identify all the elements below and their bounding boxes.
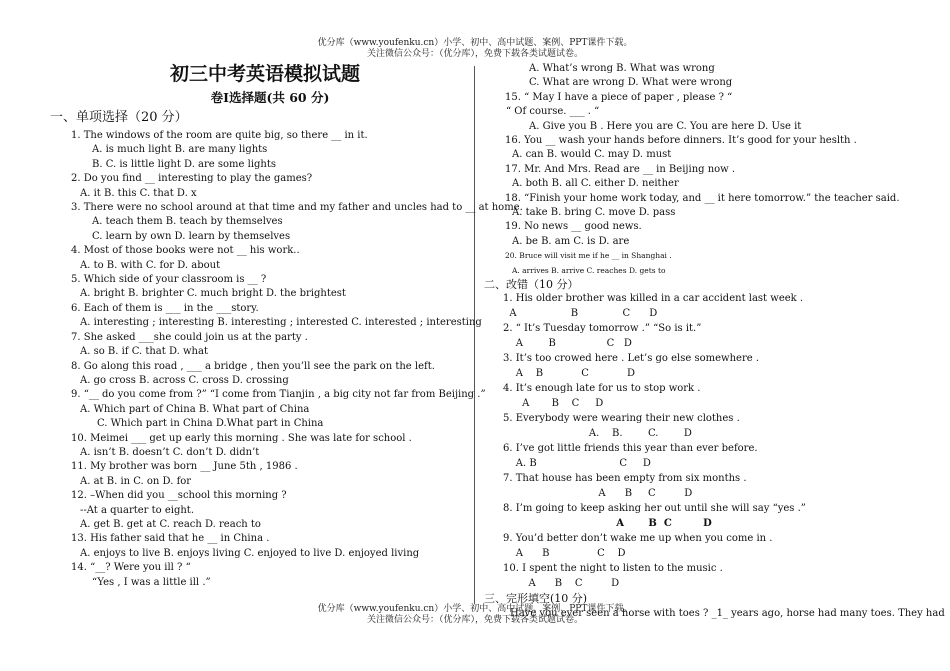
error-correction-sentence: 8. I’m going to keep asking her out until she will say “yes .” [503,503,806,515]
question-line: A. go cross B. across C. cross D. crossing [80,374,289,386]
question-line: C. What are wrong D. What were wrong [529,77,733,89]
error-correction-sentence: 2. “ It’s Tuesday tomorrow .” “So is it.” [503,323,702,335]
error-correction-sentence: 3. It’s too crowed here . Let’s go else somewhere . [503,353,760,365]
question-line: A. isn’t B. doesn’t C. don’t D. didn’t [80,446,260,458]
question-line: 13. His father said that he __ in China . [71,533,270,545]
single-choice-questions [50,129,523,590]
cloze-passage: Have you ever seen a horse with toes ? _1_ years ago, horse had many toes. They had [510,607,945,619]
error-correction-letters: A B C D [484,338,632,350]
question-line: “ Of course. ___ . “ [506,106,600,118]
question-line: A. bright B. brighter C. much bright D. the brightest [80,288,346,300]
question-line: A. take B. bring C. move D. pass [512,207,676,219]
question-line: A. so B. if C. that D. what [80,346,208,358]
question-line: 2. Do you find __ interesting to play the games? [71,173,313,185]
exam-subtitle: 卷I选择题(共 60 分) [210,90,330,105]
question-line: A. teach them B. teach by themselves [92,216,283,228]
error-correction-sentence: 6. I’ve got little friends this year than ever before. [503,443,758,455]
question-line: 7. She asked ___she could join us at the party . [71,331,308,343]
question-line: 14. “__? Were you ill ? “ [71,562,191,574]
question-line: A. Which part of China B. What part of China [80,403,310,415]
header-line-1: 优分库（www.youfenku.cn）小学、初中、高中试题、案例、PPT课件下载。 [317,38,633,48]
left-column [50,62,523,590]
question-line: 3. There were no school around at that time and my father and uncles had to __ at home. [71,202,523,214]
error-correction-sentence: 10. I spent the night to listen to the music . [503,563,723,575]
question-line: 18. “Finish your home work today, and __ it here tomorrow.” the teacher said. [505,192,900,204]
question-line: 6. Each of them is ___ in the ___story. [71,302,259,314]
error-correction-sentence: 5. Everybody were wearing their new clothes . [503,413,740,425]
question-line: 15. “ May I have a piece of paper , please ? “ [505,91,733,103]
exam-title: 初三中考英语模拟试题 [169,63,360,85]
question-line: 12. –When did you __school this morning ? [71,490,287,502]
question-line: 11. My brother was born __ June 5th , 1986 . [71,461,298,473]
error-correction-sentence: 4. It’s enough late for us to stop work . [503,383,701,395]
question-line: 16. You __ wash your hands before dinners. It’s good for your heslth . [505,135,857,147]
question-line: A. to B. with C. for D. about [80,259,221,271]
column-divider [474,66,475,604]
error-correction-letters: A B C D [484,398,604,410]
error-correction-letters: A B C D [484,578,620,590]
error-correction-questions [484,292,904,592]
question-line: A. it B. this C. that D. x [80,187,197,199]
question-line: A. at B. in C. on D. for [80,475,192,487]
section-heading-single-choice: 一、单项选择（20 分） [50,110,188,125]
footer-line-1: 优分库（www.youfenku.cn）小学、初中、高中试题、案例、PPT课件下载。 [317,604,633,614]
question-line: 20. Bruce will visit me if he __ in Shanghai . [505,251,672,261]
header-line-2: 关注微信公众号：（优分库），免费下载各类试题试卷。 [366,49,583,59]
question-line: 4. Most of those books were not __ his work.. [71,245,300,257]
page-header [0,38,950,60]
question-line: A. both B. all C. either D. neither [512,178,679,190]
error-correction-sentence: 9. You’d better don’t wake me up when you come in . [503,533,773,545]
error-correction-letters: A B C D [484,488,693,500]
error-correction-sentence: 7. That house has been empty from six months . [503,473,747,485]
error-correction-letters: A B C D [484,368,636,380]
question-line: --At a quarter to eight. [80,504,194,516]
question-line: “Yes , I was a little ill .” [92,576,211,588]
section-heading-cloze: 三、完形填空(10 分) [484,592,588,606]
page-footer [0,604,950,626]
single-choice-questions-continued [484,62,904,278]
question-line: A. is much light B. are many lights [92,144,268,156]
error-correction-letters: A B C D [484,548,626,560]
question-line: 5. Which side of your classroom is __ ? [71,274,267,286]
error-correction-letters: A. B. C. D [484,428,692,440]
question-line: A. interesting ; interesting B. interesting ; interested C. interested ; interesting [80,317,482,329]
question-line: 8. Go along this road , ___ a bridge , then you’ll see the park on the left. [71,360,435,372]
question-line: 9. “__ do you come from ?” “I come from Tianjin , a big city not far from Beijing .” [71,389,486,401]
question-line: A. enjoys to live B. enjoys living C. enjoyed to live D. enjoyed living [80,547,420,559]
footer-line-2: 关注微信公众号：（优分库），免费下载各类试题试卷。 [366,615,583,625]
error-correction-letters: A. B C D [484,458,651,470]
question-line: 10. Meimei ___ get up early this morning . She was late for school . [71,432,412,444]
question-line: A. arrives B. arrive C. reaches D. gets to [512,265,666,275]
question-line: A. get B. get at C. reach D. reach to [80,518,261,530]
question-line: C. learn by own D. learn by themselves [92,230,291,242]
question-line: A. Give you B . Here you are C. You are here D. Use it [529,120,802,132]
error-correction-sentence: 1. His older brother was killed in a car accident last week . [503,293,804,305]
question-line: C. Which part in China D.What part in China [97,418,324,430]
question-line: 17. Mr. And Mrs. Read are __ in Beijing now . [505,163,736,175]
section-heading-error-correction: 二、改错（10 分） [484,278,579,292]
right-column [484,62,945,621]
question-line: 19. No news __ good news. [505,221,642,233]
question-line: A. can B. would C. may D. must [512,149,672,161]
error-correction-letters: A B C D [484,308,658,320]
error-correction-letters: A B C D [484,518,712,530]
question-line: A. What’s wrong B. What was wrong [529,63,715,74]
question-line: B. C. is little light D. are some lights [92,158,277,170]
question-line: 1. The windows of the room are quite big, so there __ in it. [71,130,368,141]
question-line: A. be B. am C. is D. are [512,235,630,247]
